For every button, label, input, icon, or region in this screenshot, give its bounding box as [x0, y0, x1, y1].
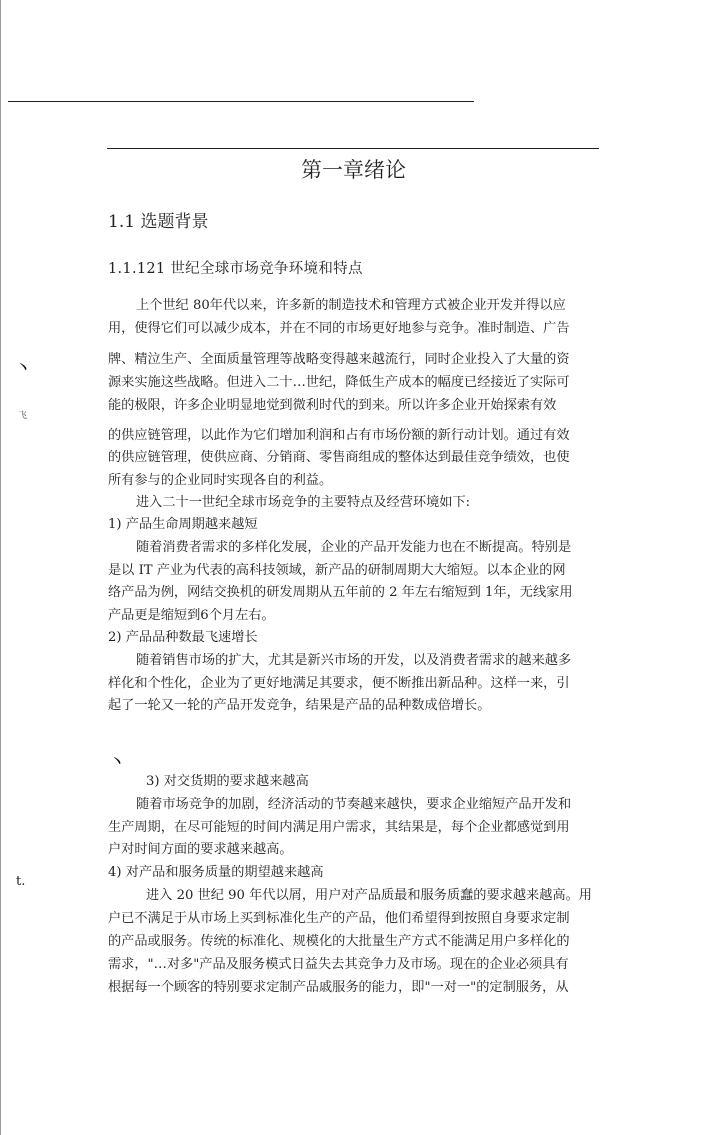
- list-heading: 3) 对交货期的要求越来越高: [146, 774, 309, 789]
- body-line: 的产品或服务。传统的标准化、规模化的大批量生产方式不能满足用户多样化的: [108, 934, 570, 949]
- body-line: 进入二十一世纪全球市场竞争的主要特点及经营环境如下:: [136, 495, 471, 510]
- header-rule: [8, 101, 474, 102]
- section-title: 1.1 选题背景: [108, 212, 209, 232]
- scan-mark-small: 飞: [18, 411, 28, 421]
- scan-mark-tick: 丶: [14, 358, 32, 379]
- subsection-title: 1.1.121 世纪全球市场竞争环境和特点: [108, 261, 363, 277]
- body-line: 是以 IT 产业为代表的高科技领域，新产品的研制周期大大缩短。以本企业的网: [108, 563, 566, 578]
- body-line: 能的极限，许多企业明显地觉到微利时代的到来。所以许多企业开始探索有效: [108, 398, 557, 413]
- body-line: 根据每一个顾客的特别要求定制产品戚服务的能力，即"一对一"的定制服务，从: [108, 980, 569, 995]
- body-line: 的供应链管理，使供应商、分销商、零售商组成的整体达到最佳竞争绩效，也使: [108, 450, 570, 465]
- body-line: 用，使得它们可以减少成本，并在不同的市场更好地参与竞争。准时制造、广告: [108, 321, 570, 336]
- body-line: 进入 20 世纪 90 年代以屑，用户对产品质最和服务质蠢的要求越来越高。用: [146, 888, 592, 903]
- body-line: 的供应链管理，以此作为它们增加利润和占有市场份额的新行动计划。通过有效: [108, 428, 570, 443]
- body-line: 户对时间方面的要求越来越高。: [108, 842, 293, 857]
- scan-mark-t: t.: [16, 874, 26, 889]
- body-line: 随着销售市场的扩大，尤其是新兴市场的开发，以及消费者需求的越来越多: [136, 653, 572, 668]
- body-line: 随着消费者需求的多样化发展，企业的产品开发能力也在不断提高。特别是: [136, 540, 572, 555]
- scan-mark-tick: 丶: [108, 752, 126, 773]
- chapter-rule: [107, 148, 599, 149]
- body-line: 户已不满足于从市场上买到标准化生产的产品，他们希望得到按照自身要求定制: [108, 911, 570, 926]
- body-line: 需求，"…对多"产品及服务模式日益失去其竞争力及市场。现在的企业必须具有: [108, 957, 569, 972]
- body-line: 上个世纪 80年代以来，许多新的制造技术和管理方式被企业开发并得以应: [136, 298, 566, 313]
- body-line: 所有参与的企业同时实现各自的利益。: [108, 473, 333, 488]
- list-heading: 2) 产品品种数最飞速增长: [108, 630, 258, 645]
- body-line: 络产品为例，网结交换机的研发周期从五年前的 2 年左右缩短到 1年，无线家用: [108, 585, 573, 600]
- page-edge: [0, 0, 1, 1135]
- list-heading: 1) 产品生命周期越来越短: [108, 517, 258, 532]
- body-line: 起了一轮又一轮的产品开发竞争，结果是产品的品种数成倍增长。: [108, 698, 491, 713]
- list-heading: 4) 对产品和服务质量的期望越来越高: [108, 865, 324, 880]
- body-line: 样化和个性化，企业为了更好地满足其要求，便不断推出新品种。这样一来，引: [108, 676, 570, 691]
- body-line: 随着市场竞争的加剧，经济活动的节奏越来越快，要求企业缩短产品开发和: [136, 797, 572, 812]
- body-line: 牌、精泣生产、全面质量管理等战略变得越来越流行，同时企业投入了大量的资: [108, 352, 570, 367]
- body-line: 产品更是缩短到6个月左右。: [108, 608, 275, 623]
- chapter-title: 第一章绪论: [301, 158, 406, 182]
- body-line: 源来实施这些战略。但进入二十…世纪，降低生产成本的幅度已经接近了实际可: [108, 375, 570, 390]
- body-line: 生产周期，在尽可能短的时间内满足用户需求，其结果是，每个企业都感觉到用: [108, 820, 570, 835]
